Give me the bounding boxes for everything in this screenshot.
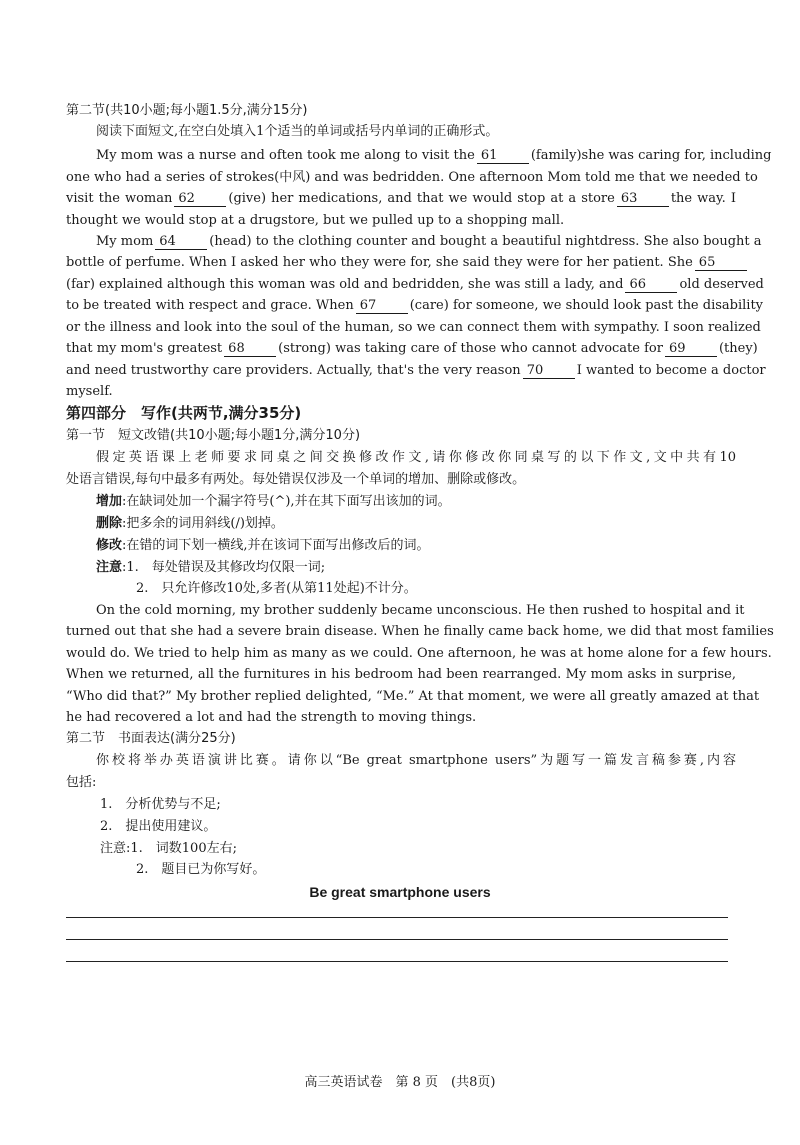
content-item-1: 1. 分析优势与不足; [100,797,221,812]
error-passage-line: On the cold morning, my brother suddenly became unconscious. He then rushed to hospital and it [96,603,745,618]
rule-delete: 删除:把多余的词用斜线(/)划掉。 [96,516,284,531]
rule-delete-label: 删除 [96,516,123,531]
blank-70[interactable]: 70 [523,364,575,379]
passage-line: visit the woman 62 (give) her medications, and that we would stop at a store 63 the way. I [66,191,736,206]
sec1-intro: 处语言错误,每句中最多有两处。每处错误仅涉及一个单词的增加、删除或修改。 [66,472,526,487]
blank-62[interactable]: 62 [174,192,226,207]
writing-note-2: 2. 题目已为你写好。 [136,862,266,877]
passage-line: one who had a series of strokes(中风) and was bedridden. One afternoon Mom told me that we needed to [66,170,758,185]
passage-line: (far) explained although this woman was old and bedridden, she was still a lady, and 66 old deserved [66,277,764,292]
rule-modify: 修改:在错的词下划一横线,并在该词下面写出修改后的词。 [96,538,430,553]
passage-line: to be treated with respect and grace. When 67 (care) for someone, we should look past the disability [66,298,764,313]
sec2-heading: 第二节 书面表达(满分25分) [66,731,236,746]
blank-61[interactable]: 61 [477,149,529,164]
blank-65[interactable]: 65 [695,256,747,271]
content-item-2: 2. 提出使用建议。 [100,819,217,834]
passage-line: My mom was a nurse and often took me along to visit the 61 (family)she was caring for, including [96,148,772,163]
blank-66[interactable]: 66 [625,278,677,293]
blank-68[interactable]: 68 [224,342,276,357]
passage-line: My mom 64 (head) to the clothing counter and bought a beautiful nightdress. She also bought a [96,234,762,249]
passage-line: thought we would stop at a drugstore, but we pulled up to a shopping mall. [66,213,565,228]
blank-63[interactable]: 63 [617,192,669,207]
blank-69[interactable]: 69 [665,342,717,357]
note-2: 2. 只允许修改10处,多者(从第11处起)不计分。 [136,581,417,596]
part4-heading: 第四部分 写作(共两节,满分35分) [66,404,302,422]
sec1-heading: 第一节 短文改错(共10小题;每小题1分,满分10分) [66,428,361,443]
sec1-intro: 假定英语课上老师要求同桌之间交换修改作文,请你修改你同桌写的以下作文,文中共有10 [96,450,736,465]
section2-instruction: 阅读下面短文,在空白处填入1个适当的单词或括号内单词的正确形式。 [96,124,499,139]
passage-line: myself. [66,384,113,399]
passage-line: bottle of perfume. When I asked her who they were for, she said they were for her patient. She 65 [66,255,736,271]
sec2-intro: 包括: [66,775,97,790]
error-passage-line: When we returned, all the furnitures in his bedroom had been rearranged. My mom asks in surprise, [66,667,736,682]
rule-modify-label: 修改 [96,538,123,553]
rule-add-label: 增加 [96,494,123,509]
passage-line: and need trustworthy care providers. Actually, that's the very reason 70 I wanted to become a doctor [66,363,766,378]
writing-line[interactable] [66,939,728,940]
writing-note-1: 注意:1. 词数100左右; [100,841,237,856]
passage-line: that my mom's greatest 68 (strong) was taking care of those who cannot advocate for 69 (they) [66,341,758,356]
sec2-intro: 你校将举办英语演讲比赛。请你以“Be great smartphone users”为题写一篇发言稿参赛,内容 [96,753,736,768]
error-passage-line: would do. We tried to help him as many as we could. One afternoon, he was at home alone for a few hours. [66,646,772,661]
passage-line: or the illness and look into the soul of the human, so we can connect them with sympathy. I soon realized [66,320,761,335]
error-passage-line: turned out that she had a severe brain disease. When he finally came back home, we did that most families [66,624,774,639]
blank-67[interactable]: 67 [356,299,408,314]
blank-64[interactable]: 64 [155,235,207,250]
page-footer: 高三英语试卷 第 8 页 (共8页) [304,1075,496,1090]
writing-line[interactable] [66,961,728,962]
note-label: 注意 [96,560,123,575]
section2-heading: 第二节(共10小题;每小题1.5分,满分15分) [66,103,308,118]
error-passage-line: he had recovered a lot and had the strength to moving things. [66,710,477,725]
note-1: 注意:1. 每处错误及其修改均仅限一词; [96,560,326,575]
writing-line[interactable] [66,917,728,918]
essay-title: Be great smartphone users [309,884,491,900]
error-passage-line: “Who did that?” My brother replied delighted, “Me.” At that moment, we were all greatly amazed at that [66,689,760,704]
rule-add: 增加:在缺词处加一个漏字符号(^),并在其下面写出该加的词。 [96,494,451,509]
